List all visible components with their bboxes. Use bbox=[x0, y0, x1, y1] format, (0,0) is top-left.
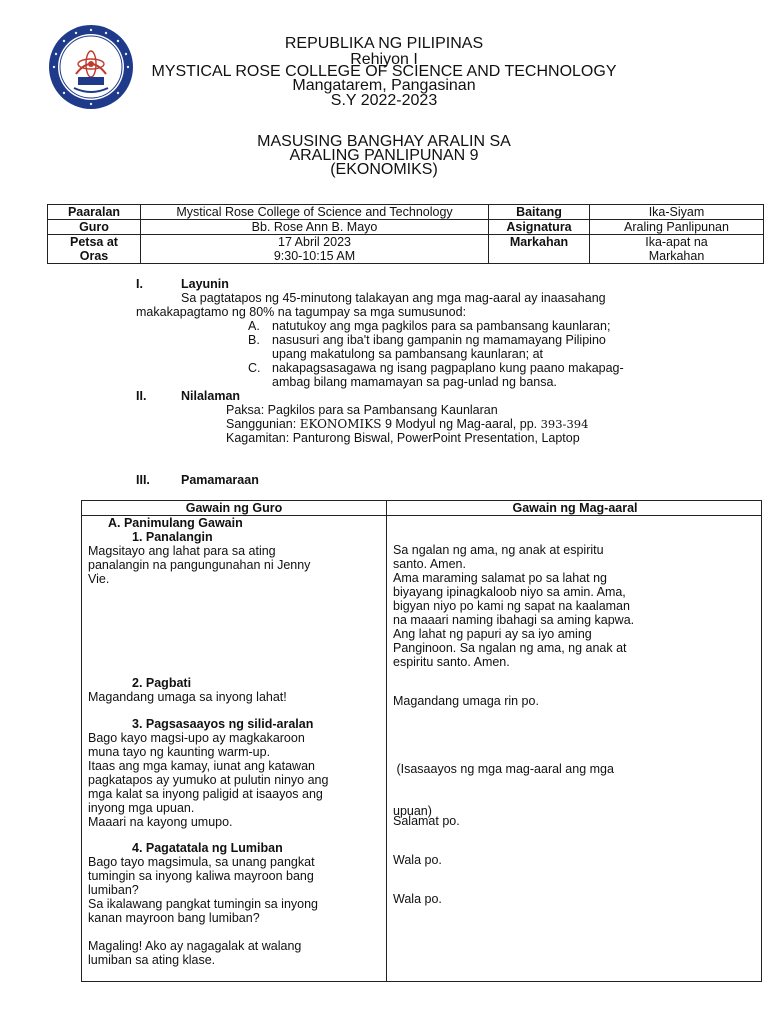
school-year: S.Y 2022-2023 bbox=[330, 92, 438, 109]
asignatura-value: Araling Panlipunan bbox=[590, 220, 764, 235]
panimulang-gawain-heading: A. Panimulang Gawain bbox=[108, 516, 243, 530]
col-header-magaaral: Gawain ng Mag-aaral bbox=[512, 501, 638, 515]
petsa-label: Petsa at Oras bbox=[48, 235, 141, 264]
objective-a-letter: A. bbox=[248, 319, 260, 333]
plan-title-1: MASUSING BANGHAY ARALIN SA bbox=[257, 133, 511, 150]
pagtatala-guro-closing: Magaling! Ako ay nagagalak at walang lumiban sa ating klase. bbox=[88, 939, 302, 967]
guro-label: Guro bbox=[48, 220, 141, 235]
region-name: Rehiyon I bbox=[350, 51, 418, 68]
plan-title-2: ARALING PANLIPUNAN 9 bbox=[289, 147, 479, 164]
section-2-numeral: II. bbox=[136, 389, 147, 403]
objective-b-text-2: upang makatulong sa pambansang kaunlaran; at bbox=[272, 347, 544, 361]
pagbati-heading: 2. Pagbati bbox=[132, 676, 192, 690]
plan-title-3: (EKONOMIKS) bbox=[330, 161, 438, 178]
panalangin-heading: 1. Panalangin bbox=[132, 530, 213, 544]
paaralan-value: Mystical Rose College of Science and Technology bbox=[141, 205, 489, 220]
pagbati-student-text: Magandang umaga rin po. bbox=[393, 694, 539, 708]
asignatura-label: Asignatura bbox=[489, 220, 590, 235]
pagsasaayos-student-text: (Isasaayos ng mga mag-aaral ang mga upuan) bbox=[393, 762, 614, 818]
paksa: Paksa: Pagkilos para sa Pambansang Kaunlaran bbox=[226, 403, 498, 417]
pagsasaayos-heading: 3. Pagsasaayos ng silid-aralan bbox=[132, 717, 314, 731]
markahan-label: Markahan bbox=[489, 235, 590, 264]
kagamitan: Kagamitan: Panturong Biswal, PowerPoint Presentation, Laptop bbox=[226, 431, 580, 445]
section-2-title: Nilalaman bbox=[181, 389, 241, 403]
pagbati-guro-text: Magandang umaga sa inyong lahat! bbox=[88, 690, 287, 704]
objective-c-text-1: nakapagsasagawa ng isang pagpaplano kung paano makapag- bbox=[272, 361, 624, 375]
paaralan-label: Paaralan bbox=[48, 205, 141, 220]
baitang-label: Baitang bbox=[489, 205, 590, 220]
procedure-table bbox=[81, 500, 762, 982]
section-1-title: Layunin bbox=[181, 277, 229, 291]
col-header-guro: Gawain ng Guro bbox=[185, 501, 283, 515]
school-name: MYSTICAL ROSE COLLEGE OF SCIENCE AND TECHNOLOGY bbox=[151, 63, 617, 80]
guro-value: Bb. Rose Ann B. Mayo bbox=[141, 220, 489, 235]
petsa-value: 17 Abril 2023 9:30-10:15 AM bbox=[141, 235, 489, 264]
school-location: Mangatarem, Pangasinan bbox=[292, 77, 476, 94]
baitang-value: Ika-Siyam bbox=[590, 205, 764, 220]
panalangin-student-text: Sa ngalan ng ama, ng anak at espiritu santo. Amen. Ama maraming salamat po sa lahat ng biyayang ipinagkaloob niyo sa amin. Ama, bigyan niyo po kami ng sapat na kaalaman na maaari naming ibahagi sa aming kapwa. Ang lahat ng papuri ay sa iyo aming Panginoon. Sa ngalan ng ama, ng anak at espiritu santo. Amen. bbox=[393, 543, 635, 669]
pagtatala-guro-text: Bago tayo magsimula, sa unang pangkat tumingin sa inyong kaliwa mayroon bang lumiban? Sa ikalawang pangkat tumingin sa inyong kanan mayroon bang lumiban? bbox=[88, 855, 319, 925]
pagtatala-heading: 4. Pagatatala ng Lumiban bbox=[132, 841, 283, 855]
objective-a-text: natutukoy ang mga pagkilos para sa pambansang kaunlaran; bbox=[272, 319, 611, 333]
country-name: REPUBLIKA NG PILIPINAS bbox=[284, 35, 484, 52]
layunin-intro-2: makakapagtamo ng 80% na tagumpay sa mga sumusunod: bbox=[136, 305, 467, 319]
objective-c-letter: C. bbox=[248, 361, 261, 375]
sanggunian: Sanggunian: EKONOMIKS 9 Modyul ng Mag-aaral, pp. 393-394 bbox=[226, 417, 589, 431]
pagsasaayos-guro-text: Bago kayo magsi-upo ay magkakaroon muna tayo ng kaunting warm-up. Itaas ang mga kamay, iunat ang katawan pagkatapos ay yumuko at pulutin ninyo ang mga kalat sa inyong paligid at isaayos ang inyong mga upuan. Maaari na kayong umupo. bbox=[88, 731, 329, 829]
section-1-numeral: I. bbox=[136, 277, 143, 291]
layunin-intro-1: Sa pagtatapos ng 45-minutong talakayan ang mga mag-aaral ay inaasahang bbox=[181, 291, 606, 305]
pagtatala-student-answer-2: Wala po. bbox=[393, 892, 442, 906]
info-table bbox=[47, 204, 764, 264]
pagsasaayos-student-thanks: Salamat po. bbox=[393, 814, 460, 828]
objective-b-letter: B. bbox=[248, 333, 260, 347]
section-3-numeral: III. bbox=[136, 473, 150, 487]
markahan-value: Ika-apat na Markahan bbox=[590, 235, 764, 264]
objective-b-text-1: nasusuri ang iba't ibang gampanin ng mamamayang Pilipino bbox=[272, 333, 606, 347]
objective-c-text-2: ambag bilang mamamayan sa pag-unlad ng bansa. bbox=[272, 375, 557, 389]
pagtatala-student-answer-1: Wala po. bbox=[393, 853, 442, 867]
section-3-title: Pamamaraan bbox=[181, 473, 259, 487]
panalangin-guro-text: Magsitayo ang lahat para sa ating panalangin na pangungunahan ni Jenny Vie. bbox=[88, 544, 311, 586]
